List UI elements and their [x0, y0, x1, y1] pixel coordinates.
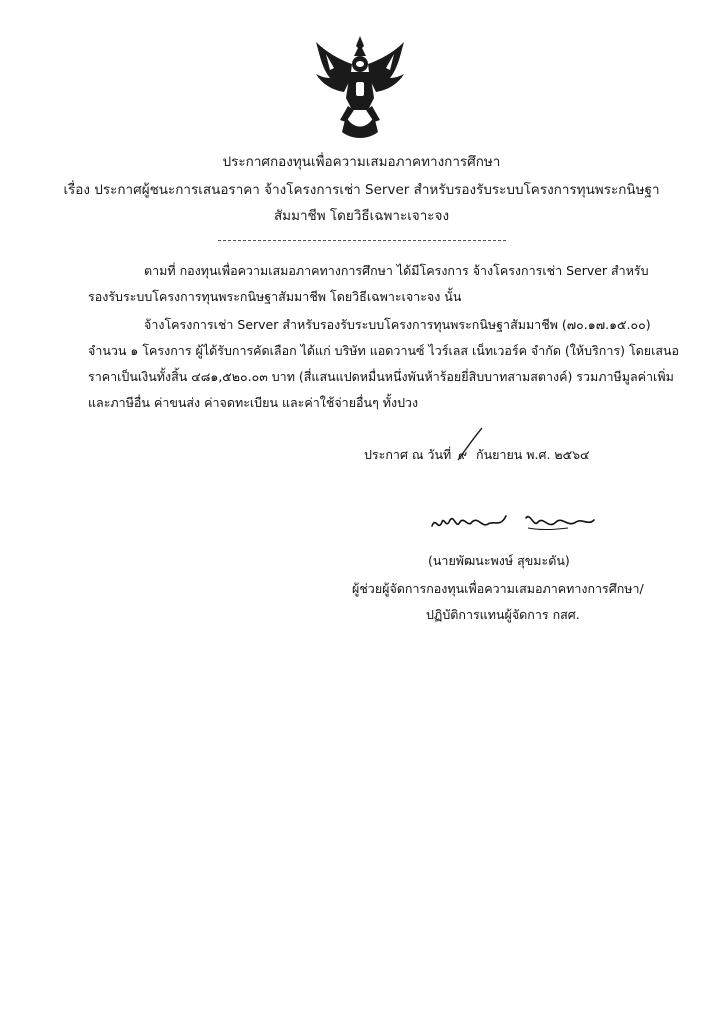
announce-date-prefix: ประกาศ ณ วันที่ [364, 447, 452, 462]
subject-line-continued: สัมมาชีพ โดยวิธีเฉพาะเจาะจง [273, 208, 450, 224]
garuda-emblem-icon [312, 34, 408, 142]
signatory-name: (นายพัฒนะพงษ์ สุขมะดัน) [428, 553, 570, 568]
paragraph-2-line-1: จ้างโครงการเช่า Server สำหรับรองรับระบบโครงการทุนพระกนิษฐาสัมมาชีพ (๗๐.๑๗.๑๕.๐๐) [144, 317, 651, 332]
paragraph-2-line-4: และภาษีอื่น ค่าขนส่ง ค่าจดทะเบียน และค่าใช้จ่ายอื่นๆ ทั้งปวง [88, 395, 419, 410]
handwritten-signature [428, 508, 598, 538]
subject-line: เรื่อง ประกาศผู้ชนะการเสนอราคา จ้างโครงการเช่า Server สำหรับรองรับระบบโครงการทุนพระกนิษฐา [63, 182, 660, 198]
paragraph-2-line-3: ราคาเป็นเงินทั้งสิ้น ๔๘๑,๕๒๐.๐๓ บาท (สี่แสนแปดหมื่นหนึ่งพันห้าร้อยยี่สิบบาทสามสตางค์) รวมภาษีมูลค่าเพิ่ม [88, 369, 674, 384]
separator-line [218, 240, 506, 241]
paragraph-1-line-1: ตามที่ กองทุนเพื่อความเสมอภาคทางการศึกษา ได้มีโครงการ จ้างโครงการเช่า Server สำหรับ [144, 263, 649, 278]
paragraph-1-line-2: รองรับระบบโครงการทุนพระกนิษฐาสัมมาชีพ โดยวิธีเฉพาะเจาะจง นั้น [88, 289, 462, 304]
announcement-title: ประกาศกองทุนเพื่อความเสมอภาคทางการศึกษา [222, 154, 501, 170]
paragraph-2-line-2: จำนวน ๑ โครงการ ผู้ได้รับการคัดเลือก ได้แก่ บริษัท แอดวานซ์ ไวร์เลส เน็ทเวอร์ค จำกัด (ให้บริการ) โดยเสนอ [88, 343, 680, 358]
signatory-position: ผู้ช่วยผู้จัดการกองทุนเพื่อความเสมอภาคทางการศึกษา/ [352, 581, 644, 596]
handwritten-check-mark [452, 426, 488, 466]
signatory-acting-position: ปฏิบัติการแทนผู้จัดการ กสศ. [426, 607, 580, 622]
announce-date-day: ๙ [458, 447, 468, 462]
announce-date-suffix: กันยายน พ.ศ. ๒๕๖๔ [476, 447, 590, 462]
